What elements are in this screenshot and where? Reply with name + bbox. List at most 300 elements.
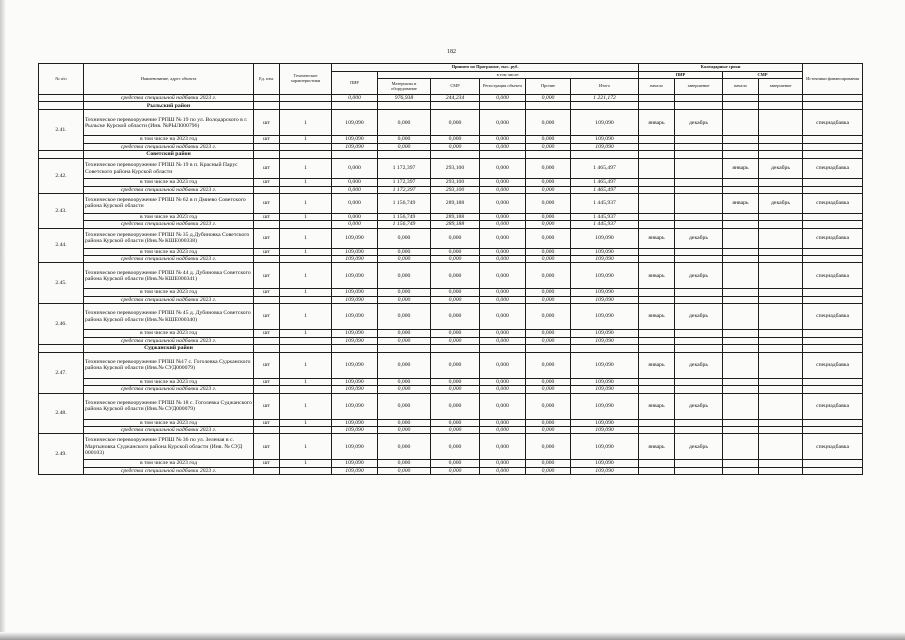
table-cell <box>639 213 675 220</box>
year-label: в том числе на 2023 год <box>84 289 254 296</box>
table-cell <box>280 102 332 110</box>
smr-start-month <box>723 228 759 248</box>
table-cell <box>254 296 280 303</box>
other-value: 0,000 <box>526 186 571 193</box>
pir-value: 109,090 <box>332 434 378 460</box>
smr-value: 0,000 <box>431 352 480 378</box>
table-cell <box>803 289 863 296</box>
smr-start-month: январь <box>723 159 759 179</box>
year-label: в том числе на 2023 год <box>84 419 254 426</box>
smr-value: 244,234 <box>431 95 480 102</box>
header-sources: Источники финансирования <box>803 64 863 95</box>
table-cell <box>759 296 803 303</box>
table-cell <box>803 213 863 220</box>
table-cell <box>280 467 332 474</box>
smr-value: 0,000 <box>431 289 480 296</box>
pir-end-month: декабрь <box>675 434 723 460</box>
smr-value: 0,000 <box>431 434 480 460</box>
table-cell <box>759 179 803 186</box>
table-cell <box>675 256 723 263</box>
quantity-value: 1 <box>280 378 332 385</box>
smr-value: 0,000 <box>431 143 480 150</box>
district-row <box>39 151 863 159</box>
other-value: 0,000 <box>526 330 571 337</box>
funding-source: спецнадбавка <box>803 352 863 378</box>
header-smr-end: завершение <box>759 79 803 95</box>
other-value: 0,000 <box>526 386 571 393</box>
other-value: 0,000 <box>526 304 571 330</box>
table-cell <box>803 179 863 186</box>
table-cell <box>803 386 863 393</box>
pir-value: 109,090 <box>332 248 378 255</box>
year-subtotal-row <box>39 136 863 143</box>
quantity-value: 1 <box>280 136 332 143</box>
other-value: 0,000 <box>526 110 571 136</box>
table-cell <box>723 467 759 474</box>
materials-value: 1 172,397 <box>378 179 431 186</box>
table-cell <box>803 95 863 102</box>
unit-value: шт <box>254 263 280 289</box>
table-cell <box>759 427 803 434</box>
table-cell <box>639 95 675 102</box>
total-value: 1 465,497 <box>571 159 639 179</box>
total-value: 109,090 <box>571 460 639 467</box>
funding-source: спецнадбавка <box>803 263 863 289</box>
quantity-value: 1 <box>280 263 332 289</box>
table-cell <box>431 102 480 110</box>
pir-end-month: декабрь <box>675 110 723 136</box>
quantity-value: 1 <box>280 193 332 213</box>
unit-value: шт <box>254 179 280 186</box>
special-funds-row <box>39 221 863 228</box>
smr-end-month <box>759 393 803 419</box>
registration-value: 0,000 <box>480 337 526 344</box>
table-cell <box>759 95 803 102</box>
special-funds-row <box>39 186 863 193</box>
table-cell <box>723 95 759 102</box>
other-value: 0,000 <box>526 296 571 303</box>
pir-value: 0,000 <box>332 193 378 213</box>
table-cell <box>723 419 759 426</box>
materials-value: 1 172,397 <box>378 186 431 193</box>
pir-value: 109,090 <box>332 136 378 143</box>
header-tech: Технические характеристики <box>280 64 332 95</box>
table-cell <box>480 151 526 159</box>
table-cell <box>803 427 863 434</box>
smr-value: 0,000 <box>431 460 480 467</box>
table-cell <box>759 460 803 467</box>
object-row <box>39 228 863 248</box>
pir-value: 0,000 <box>332 95 378 102</box>
total-value: 1 445,937 <box>571 221 639 228</box>
funding-source: спецнадбавка <box>803 393 863 419</box>
scan-bottom-shadow <box>0 632 905 640</box>
table-cell <box>39 102 84 110</box>
table-cell <box>254 467 280 474</box>
total-value: 109,090 <box>571 352 639 378</box>
table-cell <box>526 102 571 110</box>
table-cell <box>803 143 863 150</box>
table-cell <box>526 151 571 159</box>
table-cell <box>675 386 723 393</box>
object-name: Техническое перевооружение ГРПШ №17 с. Гоголевка Суджанского района Курской области (Инв.№ СУД000079) <box>84 352 254 378</box>
other-value: 0,000 <box>526 143 571 150</box>
table-cell <box>759 151 803 159</box>
row-number: 2.43. <box>39 193 84 228</box>
table-cell <box>759 221 803 228</box>
unit-value: шт <box>254 393 280 419</box>
special-funds-label: средства специальной надбавки 2023 г. <box>84 386 254 393</box>
table-cell <box>675 221 723 228</box>
row-number: 2.45. <box>39 263 84 304</box>
year-label: в том числе на 2023 год <box>84 248 254 255</box>
header-calendar: Календарные сроки <box>639 64 803 72</box>
special-funds-label: средства специальной надбавки 2023 г. <box>84 337 254 344</box>
other-value: 0,000 <box>526 393 571 419</box>
table-cell <box>675 143 723 150</box>
header-total: Итого <box>571 79 639 95</box>
materials-value: 0,000 <box>378 110 431 136</box>
table-cell <box>759 337 803 344</box>
materials-value: 0,000 <box>378 143 431 150</box>
total-value: 109,090 <box>571 419 639 426</box>
table-cell <box>723 248 759 255</box>
page-number: 182 <box>447 49 456 55</box>
program-table <box>38 63 863 475</box>
special-funds-label: средства специальной надбавки 2023 г. <box>84 143 254 150</box>
table-cell <box>759 102 803 110</box>
table-cell <box>675 344 723 352</box>
registration-value: 0,000 <box>480 460 526 467</box>
pir-end-month: декабрь <box>675 393 723 419</box>
materials-value: 0,000 <box>378 352 431 378</box>
pir-start-month <box>639 193 675 213</box>
table-cell <box>571 151 639 159</box>
table-cell <box>571 102 639 110</box>
table-cell <box>723 386 759 393</box>
smr-value: 0,000 <box>431 228 480 248</box>
table-cell <box>639 427 675 434</box>
table-cell <box>723 330 759 337</box>
smr-value: 289,188 <box>431 213 480 220</box>
other-value: 0,000 <box>526 263 571 289</box>
materials-value: 0,000 <box>378 460 431 467</box>
quantity-value: 1 <box>280 159 332 179</box>
header-unit: Ед. изм. <box>254 64 280 95</box>
table-cell <box>803 344 863 352</box>
table-cell <box>803 102 863 110</box>
table-cell <box>723 427 759 434</box>
year-label: в том числе на 2023 год <box>84 330 254 337</box>
header-materials: Материалы и оборудование <box>378 79 431 95</box>
total-value: 109,090 <box>571 330 639 337</box>
year-subtotal-row <box>39 213 863 220</box>
materials-value: 976,938 <box>378 95 431 102</box>
table-cell <box>254 386 280 393</box>
pir-value: 109,090 <box>332 296 378 303</box>
total-value: 1 465,497 <box>571 186 639 193</box>
table-cell <box>332 344 378 352</box>
year-subtotal-row <box>39 378 863 385</box>
row-number: 2.41. <box>39 110 84 151</box>
year-label: в том числе на 2023 год <box>84 136 254 143</box>
table-cell <box>675 296 723 303</box>
smr-end-month <box>759 263 803 289</box>
object-row <box>39 110 863 136</box>
total-value: 109,090 <box>571 434 639 460</box>
table-cell <box>280 95 332 102</box>
funding-source: спецнадбавка <box>803 193 863 213</box>
registration-value: 0,000 <box>480 289 526 296</box>
other-value: 0,000 <box>526 221 571 228</box>
smr-end-month <box>759 434 803 460</box>
total-value: 109,090 <box>571 263 639 289</box>
object-row <box>39 304 863 330</box>
smr-value: 0,000 <box>431 263 480 289</box>
unit-value: шт <box>254 378 280 385</box>
header-other: Прочие <box>526 79 571 95</box>
row-number: 2.46. <box>39 304 84 345</box>
object-name: Техническое перевооружение ГРПШ № 19 в п. Красный Парус Советского района Курской области <box>84 159 254 179</box>
row-number: 2.48. <box>39 393 84 434</box>
table-cell <box>639 344 675 352</box>
object-name: Техническое перевооружение ГРПШ № 35 д.Дубиновка Советского района Курской области (Инв.№ КШЕ000338) <box>84 228 254 248</box>
district-row <box>39 102 863 110</box>
scan-edge-shadow <box>0 0 6 640</box>
header-pir-start: начало <box>639 79 675 95</box>
table-header <box>39 64 863 95</box>
quantity-value: 1 <box>280 289 332 296</box>
year-subtotal-row <box>39 460 863 467</box>
table-cell <box>378 151 431 159</box>
other-value: 0,000 <box>526 352 571 378</box>
object-row <box>39 434 863 460</box>
smr-value: 0,000 <box>431 248 480 255</box>
registration-value: 0,000 <box>480 386 526 393</box>
pir-end-month: декабрь <box>675 228 723 248</box>
quantity-value: 1 <box>280 460 332 467</box>
smr-value: 0,000 <box>431 304 480 330</box>
header-incl: в том числе: <box>378 72 639 79</box>
table-cell <box>759 186 803 193</box>
pir-value: 109,090 <box>332 289 378 296</box>
district-name: Суджанский район <box>84 344 254 352</box>
registration-value: 0,000 <box>480 95 526 102</box>
quantity-value: 1 <box>280 228 332 248</box>
table-cell <box>431 344 480 352</box>
smr-start-month <box>723 352 759 378</box>
total-value: 109,090 <box>571 393 639 419</box>
quantity-value: 1 <box>280 352 332 378</box>
year-label: в том числе на 2023 год <box>84 213 254 220</box>
header-pir: ПИР <box>332 72 378 95</box>
table-cell <box>723 102 759 110</box>
registration-value: 0,000 <box>480 143 526 150</box>
table-cell <box>759 213 803 220</box>
registration-value: 0,000 <box>480 419 526 426</box>
smr-value: 0,000 <box>431 467 480 474</box>
special-funds-row <box>39 467 863 474</box>
pir-start-month: январь <box>639 263 675 289</box>
unit-value: шт <box>254 289 280 296</box>
object-name: Техническое перевооружение ГРПШ № 19 по ул. Володарского в г. Рыльске Курской области (Инв. №РЫЛ000796) <box>84 110 254 136</box>
quantity-value: 1 <box>280 330 332 337</box>
registration-value: 0,000 <box>480 263 526 289</box>
smr-start-month <box>723 304 759 330</box>
table-cell <box>759 419 803 426</box>
special-funds-label: средства специальной надбавки 2023 г. <box>84 296 254 303</box>
table-cell <box>480 102 526 110</box>
table-cell <box>723 344 759 352</box>
table-cell <box>675 179 723 186</box>
table-cell <box>639 221 675 228</box>
smr-end-month: декабрь <box>759 159 803 179</box>
smr-value: 0,000 <box>431 427 480 434</box>
registration-value: 0,000 <box>480 136 526 143</box>
pir-value: 109,090 <box>332 386 378 393</box>
table-cell <box>759 289 803 296</box>
smr-start-month <box>723 393 759 419</box>
header-smr: СМР <box>431 79 480 95</box>
other-value: 0,000 <box>526 228 571 248</box>
smr-end-month: декабрь <box>759 193 803 213</box>
materials-value: 1 156,749 <box>378 221 431 228</box>
object-name: Техническое перевооружение ГРПШ № 45 д. Дубиновка Советского района Курской области (Инв.№ КШЕ000340) <box>84 304 254 330</box>
year-subtotal-row <box>39 419 863 426</box>
object-row <box>39 393 863 419</box>
table-cell <box>378 344 431 352</box>
registration-value: 0,000 <box>480 193 526 213</box>
object-name: Техническое перевооружение ГРПШ № 36 по ул. Зеленая в с. Мартыновка Суджанского района Курской области (Инв. № СУД 000103) <box>84 434 254 460</box>
total-value: 109,090 <box>571 337 639 344</box>
pir-end-month: декабрь <box>675 352 723 378</box>
funding-source: спецнадбавка <box>803 434 863 460</box>
pir-value: 109,090 <box>332 110 378 136</box>
unit-value: шт <box>254 159 280 179</box>
row-number: 2.42. <box>39 159 84 194</box>
smr-value: 0,000 <box>431 330 480 337</box>
total-value: 109,090 <box>571 378 639 385</box>
table-cell <box>280 344 332 352</box>
registration-value: 0,000 <box>480 248 526 255</box>
unit-value: шт <box>254 193 280 213</box>
special-funds-row <box>39 256 863 263</box>
total-value: 109,090 <box>571 136 639 143</box>
special-funds-label: средства специальной надбавки 2023 г. <box>84 256 254 263</box>
registration-value: 0,000 <box>480 467 526 474</box>
table-cell <box>803 248 863 255</box>
pir-start-month: январь <box>639 434 675 460</box>
table-cell <box>332 151 378 159</box>
table-cell <box>723 378 759 385</box>
funding-source: спецнадбавка <box>803 159 863 179</box>
table-cell <box>639 143 675 150</box>
pir-value: 109,090 <box>332 427 378 434</box>
table-cell <box>675 95 723 102</box>
table-cell <box>254 337 280 344</box>
table-cell <box>39 151 84 159</box>
other-value: 0,000 <box>526 460 571 467</box>
header-pir-end: завершение <box>675 79 723 95</box>
table-cell <box>759 256 803 263</box>
pir-value: 109,090 <box>332 143 378 150</box>
table-cell <box>803 296 863 303</box>
table-cell <box>759 136 803 143</box>
total-value: 109,090 <box>571 228 639 248</box>
special-funds-label: средства специальной надбавки 2023 г. <box>84 221 254 228</box>
object-name: Техническое перевооружение ГРПШ № 18 с. Гоголевка Суджанского района Курской области (Инв.№ СУД000079) <box>84 393 254 419</box>
table-cell <box>639 248 675 255</box>
pir-start-month: январь <box>639 110 675 136</box>
table-cell <box>254 427 280 434</box>
district-name: Рыльский район <box>84 102 254 110</box>
table-cell <box>723 136 759 143</box>
special-funds-label: средства специальной надбавки 2023 г. <box>84 467 254 474</box>
registration-value: 0,000 <box>480 186 526 193</box>
total-value: 109,090 <box>571 289 639 296</box>
unit-value: шт <box>254 304 280 330</box>
smr-value: 293,100 <box>431 186 480 193</box>
district-name: Советский район <box>84 151 254 159</box>
table-cell <box>280 186 332 193</box>
table-cell <box>675 419 723 426</box>
year-subtotal-row <box>39 330 863 337</box>
table-cell <box>675 427 723 434</box>
registration-value: 0,000 <box>480 228 526 248</box>
table-cell <box>280 427 332 434</box>
pir-value: 109,090 <box>332 393 378 419</box>
total-value: 109,090 <box>571 386 639 393</box>
materials-value: 0,000 <box>378 427 431 434</box>
total-value: 109,090 <box>571 427 639 434</box>
total-value: 109,090 <box>571 248 639 255</box>
table-cell <box>803 337 863 344</box>
registration-value: 0,000 <box>480 296 526 303</box>
unit-value: шт <box>254 352 280 378</box>
table-cell <box>378 102 431 110</box>
table-cell <box>675 102 723 110</box>
table-cell <box>723 337 759 344</box>
other-value: 0,000 <box>526 419 571 426</box>
materials-value: 1 172,397 <box>378 159 431 179</box>
table-cell <box>675 289 723 296</box>
materials-value: 0,000 <box>378 386 431 393</box>
materials-value: 0,000 <box>378 248 431 255</box>
table-cell <box>280 337 332 344</box>
table-cell <box>254 256 280 263</box>
table-cell <box>723 179 759 186</box>
object-row <box>39 159 863 179</box>
registration-value: 0,000 <box>480 378 526 385</box>
other-value: 0,000 <box>526 337 571 344</box>
special-funds-label: средства специальной надбавки 2023 г. <box>84 427 254 434</box>
unit-value: шт <box>254 213 280 220</box>
row-number: 2.47. <box>39 352 84 393</box>
registration-value: 0,000 <box>480 352 526 378</box>
object-row <box>39 352 863 378</box>
year-label: в том числе на 2023 год <box>84 179 254 186</box>
year-subtotal-row <box>39 179 863 186</box>
registration-value: 0,000 <box>480 159 526 179</box>
pir-value: 109,090 <box>332 460 378 467</box>
quantity-value: 1 <box>280 213 332 220</box>
table-cell <box>639 102 675 110</box>
smr-end-month <box>759 228 803 248</box>
total-value: 109,090 <box>571 467 639 474</box>
pir-value: 0,000 <box>332 159 378 179</box>
smr-value: 0,000 <box>431 136 480 143</box>
table-cell <box>254 344 280 352</box>
